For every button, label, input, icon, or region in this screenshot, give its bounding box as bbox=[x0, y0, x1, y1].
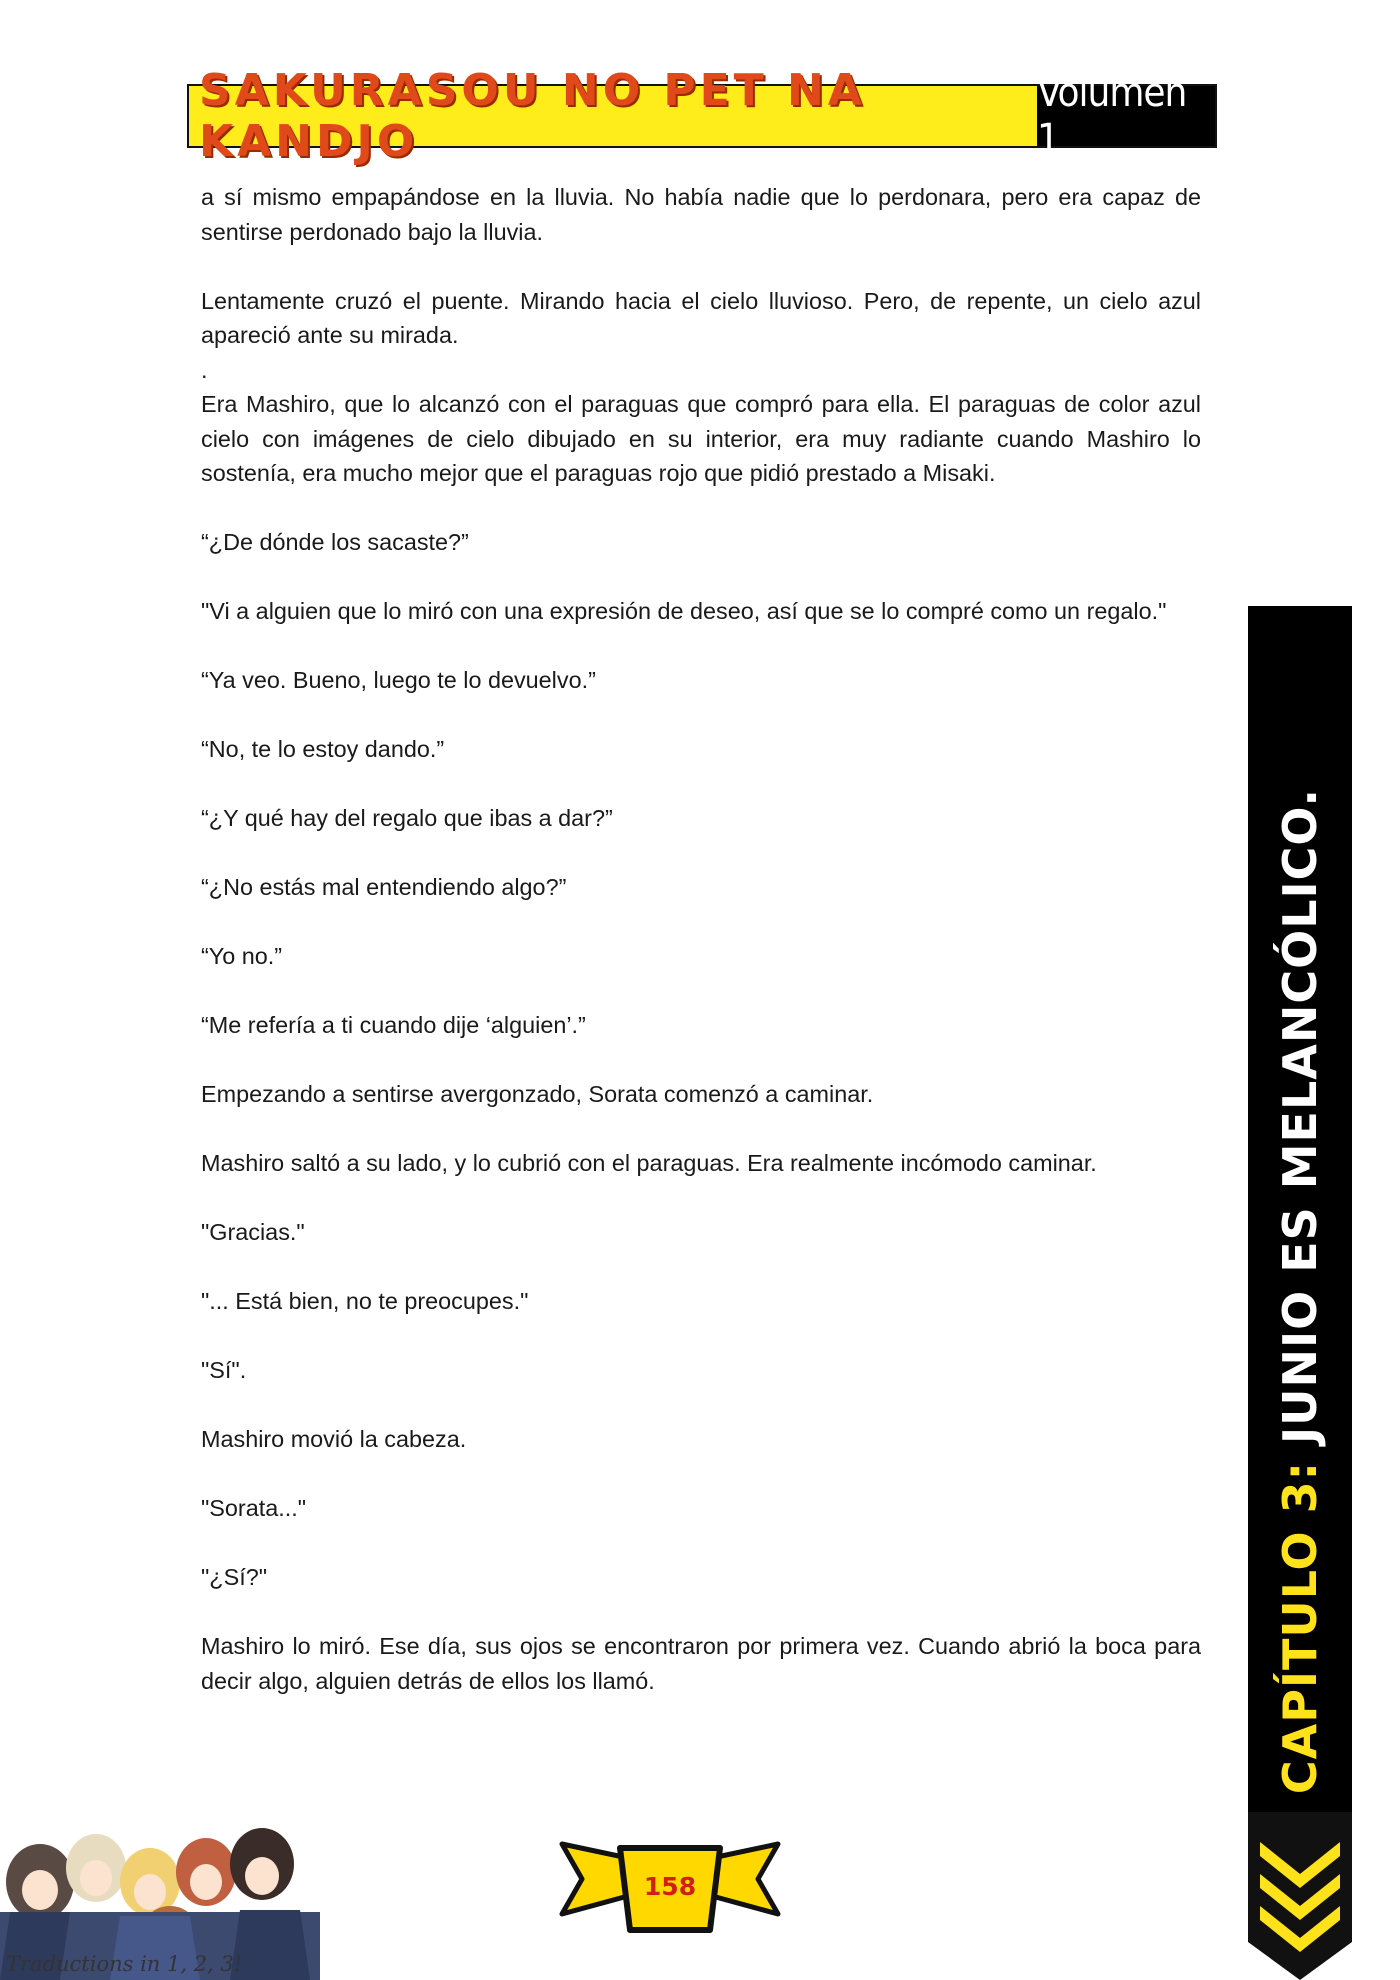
paragraph: Mashiro movió la cabeza. bbox=[201, 1426, 467, 1452]
paragraph: Empezando a sentirse avergonzado, Sorata comenzó a caminar. bbox=[201, 1081, 874, 1107]
volume-label: Volumen 1 bbox=[1037, 86, 1215, 146]
paragraph: Mashiro lo miró. Ese día, sus ojos se encontraron por primera vez. Cuando abrió la boca para decir algo, alguien detrás de ellos los llamó. bbox=[201, 1633, 1201, 1694]
paragraph: “No, te lo estoy dando.” bbox=[201, 736, 445, 762]
paragraph: "... Está bien, no te preocupes." bbox=[201, 1288, 529, 1314]
paragraph: “Yo no.” bbox=[201, 943, 283, 969]
translator-credit: Traductions in 1, 2, 3! bbox=[6, 1952, 243, 1976]
paragraph: Mashiro saltó a su lado, y lo cubrió con el paraguas. Era realmente incómodo caminar. bbox=[201, 1150, 1097, 1176]
chapter-number: CAPÍTULO 3: bbox=[1273, 1460, 1327, 1794]
chapter-title: JUNIO ES MELANCÓLICO. bbox=[1273, 787, 1327, 1461]
paragraph: "Sí". bbox=[201, 1357, 247, 1383]
page-header bbox=[187, 65, 1217, 167]
paragraph: "Gracias." bbox=[201, 1219, 305, 1245]
series-title: SAKURASOU NO PET NA KANDJO bbox=[189, 86, 1037, 146]
paragraph: “Ya veo. Bueno, luego te lo devuelvo.” bbox=[201, 667, 596, 693]
paragraph: "¿Sí?" bbox=[201, 1564, 268, 1590]
paragraph: "Sorata..." bbox=[201, 1495, 307, 1521]
paragraph: Era Mashiro, que lo alcanzó con el paraguas que compró para ella. El paraguas de color azul cielo con imágenes de cielo dibujado en su interior, era muy radiante cuando Mashiro lo sostenía, era mucho mejor que el paraguas rojo que pidió prestado a Misaki. bbox=[201, 391, 1201, 486]
paragraph: “Me refería a ti cuando dije ‘alguien’.” bbox=[201, 1012, 586, 1038]
page-number: 158 bbox=[643, 1872, 697, 1901]
page-body bbox=[201, 180, 1201, 1733]
paragraph: “¿Y qué hay del regalo que ibas a dar?” bbox=[201, 805, 613, 831]
paragraph: “¿De dónde los sacaste?” bbox=[201, 529, 469, 555]
chevron-down-icon bbox=[1240, 1812, 1360, 1980]
chapter-label bbox=[1248, 606, 1352, 1812]
paragraph: "Vi a alguien que lo miró con una expresión de deseo, así que se lo compré como un regalo." bbox=[201, 598, 1167, 624]
paragraph: Lentamente cruzó el puente. Mirando hacia el cielo lluvioso. Pero, de repente, un cielo azul apareció ante su mirada. bbox=[201, 287, 1201, 348]
paragraph: . bbox=[201, 356, 208, 383]
paragraph: “¿No estás mal entendiendo algo?” bbox=[201, 874, 567, 900]
paragraph: a sí mismo empapándose en la lluvia. No había nadie que lo perdonara, pero era capaz de sentirse perdonado bajo la lluvia. bbox=[201, 184, 1201, 245]
